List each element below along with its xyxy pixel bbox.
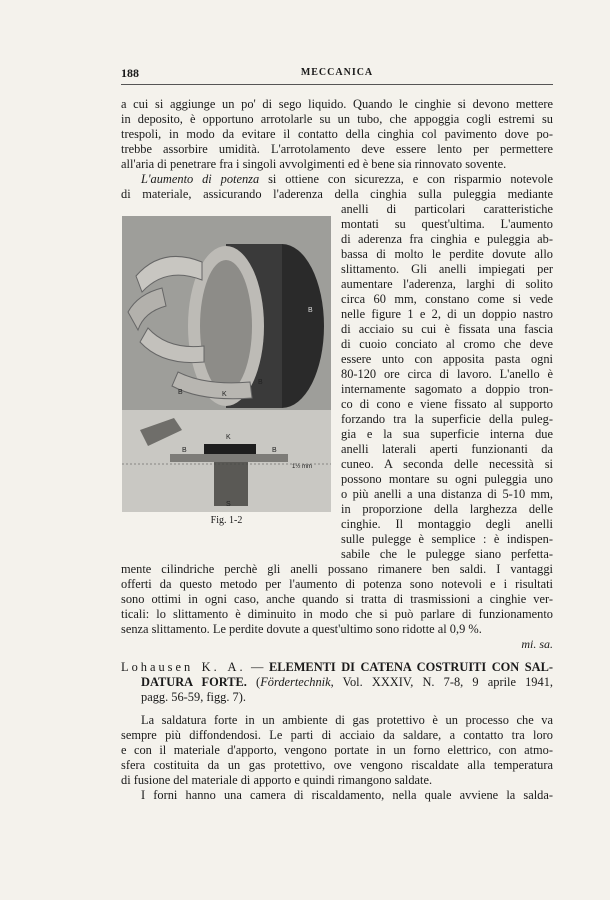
body-line: co di cono e viene fissato al supporto [341,397,553,411]
body-line: di cuoio conciato al cromo che deve [341,337,553,351]
body-line: trebbe assorbire umidità. L'arrotolamento deve essere lento per permettere [121,142,553,156]
label-b: B [272,447,277,454]
author-signature: mi. sa. [521,637,553,651]
body-line: di materiale, assicurando l'aderenza della cinghia sulla puleggia mediante [121,187,553,201]
body-line: slittamento. Gli anelli impiegati per [341,262,553,276]
body-line: circa 60 mm, constano come si vede [341,292,553,306]
page-number: 188 [121,66,139,80]
body-line: in proporzione della larghezza delle [341,502,553,516]
body-line: nelle figure 1 e 2, di un doppio nastro [341,307,553,321]
leather-strip [204,444,256,454]
body-line: senza slittamento. Le perdite dovute a quest'ultimo sono ridotte al 0,9 %. [121,622,482,636]
body-line: essere unto con apposita pasta ogni [341,352,553,366]
body-line: internamente sagomato a doppio tron- [341,382,553,396]
body-line: anelli di particolari caratteristiche [341,202,553,216]
figure-caption: Fig. 1-2 [210,515,243,526]
pulley-hub [214,462,248,506]
body-line: o più anelli a una distanza di 5-10 mm, [341,487,553,501]
reference-dash: — [245,660,269,674]
reference-line [141,675,553,689]
body-line: cuneo. A seconda delle necessità si [341,457,553,471]
body-line: in deposito, è opportuno arrotolarle su un tubo, che appoggia cogli estremi su [121,112,553,126]
body-text: si ottiene con sicurezza, e con risparmio notevole [259,172,553,186]
body-line: gia e la sua superficie interna due [341,427,553,441]
figure-illustration [122,216,331,512]
body-line: sulle pulegge è semplice : è indispen- [341,532,553,546]
reference-source: , Vol. XXXIV, N. 7-8, 9 aprile 1941, [330,675,553,689]
body-line: bassa di molto le perdite dovute allo [341,247,553,261]
label-b: B [182,447,187,454]
body-line: trespoli, in modo da evitare il contatto della cinghia col pavimento dove po- [121,127,553,141]
emphasis-term: L'aumento di potenza [141,172,260,186]
body-line: offerti da questo metodo per l'aumento di potenza sono notevoli e i risultati [121,577,553,591]
figure-pulley-rings [122,216,331,512]
body-line: forzando tra la superficie della puleg- [341,412,553,426]
label-k: K [226,434,231,441]
body-line: anelli laterali aperti funzionanti da [341,442,553,456]
label-s: S [226,501,231,508]
page-header [121,66,553,80]
ring-inner [200,260,252,392]
body-line: I forni hanno una camera di riscaldamento, nella quale avviene la salda- [141,788,553,802]
reference-title: ELEMENTI DI CATENA COSTRUITI CON SAL- [268,660,553,674]
reference-paren: ( [246,675,261,689]
reference-author: Lohausen K. A. [121,660,246,674]
reference-title: DATURA FORTE. [141,675,247,689]
label-b: B [258,379,263,386]
body-line: sabile che le pulegge siano perfetta- [341,547,553,561]
pulley-rim [170,454,288,462]
body-line: mente cilindriche perchè gli anelli possano rimanere ben saldi. I vantaggi [121,562,553,576]
running-head: MECCANICA [300,67,374,78]
reference-journal: Fördertechnik [260,675,331,689]
body-line: 80-120 ore circa di lavoro. L'anello è [341,367,553,381]
reference-line: pagg. 56-59, figg. 7). [141,690,246,704]
body-line: all'aria di penetrare fra i singoli avvolgimenti ed è bene sia rinnovato sovente. [121,157,507,171]
body-line: montati su quest'ultima. L'aumento [341,217,553,231]
label-b: B [178,389,183,396]
body-line: La saldatura forte in un ambiente di gas protettivo è un processo che va [141,713,553,727]
body-line: e con il materiale d'apporto, vengono portate in un forno elettrico, con atmo- [121,743,553,757]
label-b: B [308,307,313,314]
body-line: di fusione del materiale di apporto e quindi rimangono saldate. [121,773,433,787]
body-line: aumentare l'aderenza, larghi di solito [341,277,553,291]
body-line [141,172,553,186]
header-rule [121,84,553,85]
label-dimension: 1½ mm [292,464,313,470]
label-k: K [222,391,227,398]
reference-line [121,660,553,674]
body-line: sono ottimi in ogni caso, anche quando si tratta di trasmissioni a cinghie ver- [121,592,553,606]
body-line: di aderenza fra cinghia e puleggia ab- [341,232,553,246]
body-line: a cui si aggiunge un po' di sego liquido. Quando le cinghie si devono mettere [121,97,553,111]
body-line: sfera costituita da un gas protettivo, ove vengono riscaldate alla temperatura [121,758,553,772]
body-line: cinghie. Il montaggio degli anelli [341,517,553,531]
body-line: di acciaio su cui è fissata una fascia [341,322,553,336]
body-line: possono montare su ogni puleggia uno [341,472,553,486]
body-line: ticali: lo slittamento è diminuito in modo che si può parlare di funzionamento [121,607,553,621]
body-line: sempre più diffondendosi. Le parti di acciaio da saldare, a contatto tra loro [121,728,553,742]
